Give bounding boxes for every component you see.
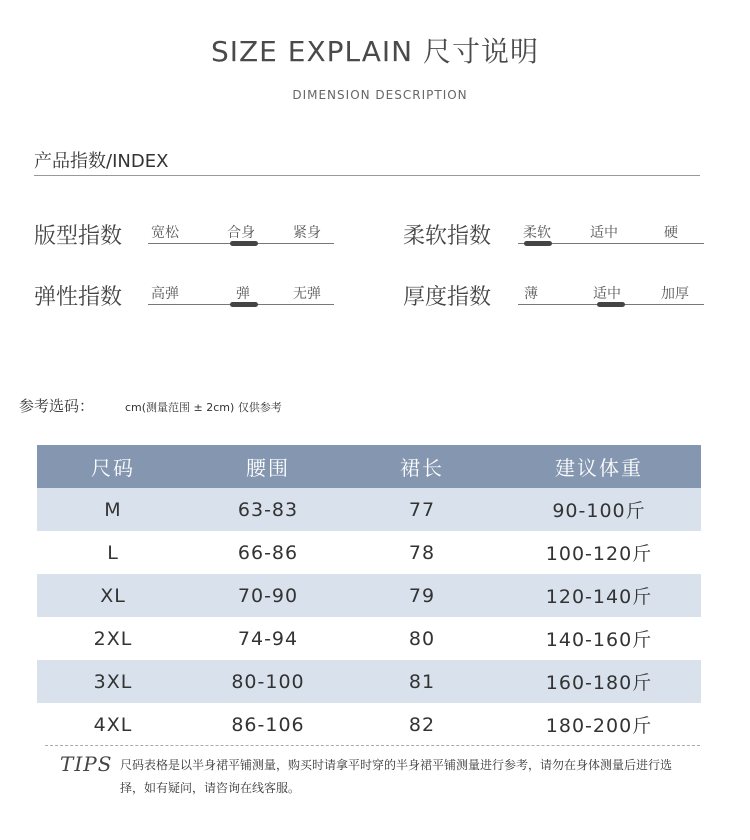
softness-index-scale: [518, 222, 704, 242]
fit-option-tight: 紧身: [293, 225, 321, 241]
thickness-selected-marker: [597, 302, 625, 307]
header-size: 尺码: [37, 445, 189, 488]
softness-selected-marker: [524, 241, 552, 246]
thickness-index-label: 厚度指数: [403, 285, 492, 310]
fit-index-scale: [148, 222, 334, 242]
table-row: [37, 488, 701, 531]
fit-option-loose: 宽松: [151, 225, 179, 241]
table-row: [37, 660, 701, 703]
elasticity-option-high: 高弹: [151, 286, 179, 302]
cell-weight: 160-180斤: [497, 660, 701, 703]
cell-size: 3XL: [37, 660, 189, 703]
thickness-option-medium: 适中: [593, 286, 621, 302]
cell-waist: 63-83: [189, 488, 347, 531]
cell-waist: 80-100: [189, 660, 347, 703]
cell-weight: 120-140斤: [497, 574, 701, 617]
table-row: [37, 703, 701, 746]
cell-weight: 100-120斤: [545, 543, 653, 565]
cell-size: 2XL: [93, 627, 133, 650]
fit-option-regular: 合身: [227, 225, 255, 241]
cell-length: 79: [347, 574, 497, 617]
tips-label: TIPS: [60, 752, 113, 776]
cell-waist: 70-90: [189, 574, 347, 617]
cell-length: 78: [408, 541, 436, 564]
header-waist: 腰围: [189, 445, 347, 488]
thickness-index-scale: [518, 283, 704, 303]
size-table: [37, 445, 701, 746]
table-row: [37, 531, 701, 574]
softness-option-medium: 适中: [590, 225, 618, 241]
softness-option-hard: 硬: [664, 225, 678, 241]
thickness-option-thick: 加厚: [661, 286, 689, 302]
thickness-option-thin: 薄: [524, 286, 538, 302]
softness-option-soft: 柔软: [523, 225, 551, 241]
tips-divider: [45, 745, 700, 746]
table-row: [37, 574, 701, 617]
cell-size: M: [37, 488, 189, 531]
cell-size: XL: [37, 574, 189, 617]
elasticity-option-some: 弹: [236, 286, 250, 302]
cell-size: L: [107, 541, 119, 564]
cell-length: 77: [347, 488, 497, 531]
header-weight: 建议体重: [497, 445, 701, 488]
cell-length: 82: [408, 713, 436, 736]
reference-note: cm(测量范围 ± 2cm) 仅供参考: [125, 401, 282, 414]
cell-waist: 66-86: [237, 541, 299, 564]
reference-label: 参考选码：: [19, 397, 95, 415]
page-title: SIZE EXPLAIN 尺寸说明: [210, 35, 540, 68]
cell-weight: 140-160斤: [545, 629, 653, 651]
cell-size: 4XL: [93, 713, 133, 736]
table-header-row: [37, 445, 701, 488]
tips-text: 尺码表格是以半身裙平铺测量，购买时请拿平时穿的半身裙平铺测量进行参考，请勿在身体测量后进行选择，如有疑问，请咨询在线客服。: [120, 758, 673, 795]
elasticity-index-label: 弹性指数: [34, 285, 123, 310]
cell-length: 81: [347, 660, 497, 703]
index-divider: [34, 175, 700, 176]
page-subtitle: DIMENSION DESCRIPTION: [292, 88, 468, 102]
header-length: 裙长: [347, 445, 497, 488]
cell-waist: 74-94: [237, 627, 299, 650]
cell-weight: 180-200斤: [545, 715, 653, 737]
table-row: [37, 617, 701, 660]
cell-weight: 90-100斤: [497, 488, 701, 531]
cell-waist: 86-106: [231, 713, 305, 736]
elasticity-selected-marker: [230, 302, 258, 307]
fit-selected-marker: [230, 241, 258, 246]
index-heading: 产品指数/INDEX: [34, 151, 169, 172]
softness-index-label: 柔软指数: [403, 224, 492, 249]
elasticity-index-scale: [148, 283, 334, 303]
fit-index-label: 版型指数: [34, 224, 123, 249]
elasticity-option-none: 无弹: [293, 286, 321, 302]
cell-length: 80: [408, 627, 436, 650]
